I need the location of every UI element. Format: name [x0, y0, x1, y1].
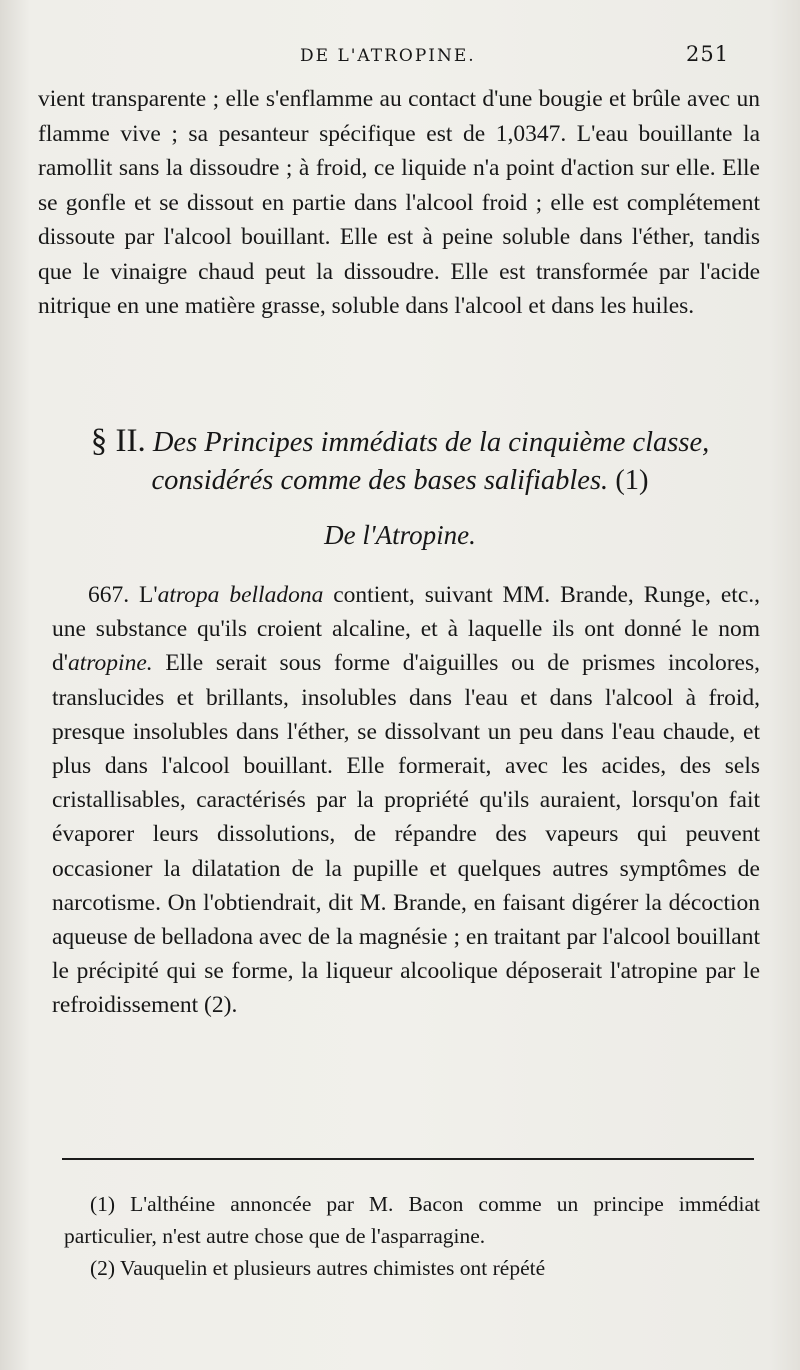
section-heading [40, 422, 760, 500]
section-title-line-1: Des Principes immédiats de la cinquième classe, [152, 427, 710, 458]
running-title: DE L'ATROPINE. [300, 46, 476, 66]
paragraph-667 [52, 578, 760, 1023]
continuation-paragraph [38, 82, 760, 324]
paragraph-text: vient transparente ; elle s'enflamme au contact d'une bougie et brûle avec un flamme vive ; sa pesanteur spécifique est de 1,0347. L'eau bouillante la ramollit sans la dissoudre ; à froid, ce liquide n'a point d'action sur elle. Elle se gonfle et se dissout en partie dans l'alcool froid ; elle est complétement dissoute par l'alcool bouillant. Elle est à peine soluble dans l'éther, tandis que le vinaigre chaud peut la dissoudre. Elle est transformée par l'acide nitrique en une matière grasse, soluble dans l'alcool et dans les huiles. [38, 86, 760, 319]
section-heading-line-1 [40, 422, 760, 462]
footnote-reference: (1) [615, 465, 649, 496]
italic-term-atropine: atropine. [67, 650, 153, 677]
paragraph-number: 667. [88, 582, 130, 608]
paragraph-text-b: Elle serait sous forme d'aiguilles ou de prismes incolores, translucides et brillants, insolubles dans l'eau et dans l'alcool à froid, presque insolubles dans l'éther, se dissolvant un peu dans l'eau chaude, et plus dans l'alcool bouillant. Elle formerait, avec les acides, des sels cristallisables, caractérisés par la propriété qu'ils auraient, lorsqu'on fait évaporer leurs dissolutions, de répandre des vapeurs qui peuvent occasioner la dilatation de la pupille et quelques autres symptômes de narcotisme. On l'obtiendrait, dit M. Brande, en faisant digérer la décoction aqueuse de belladona avec de la magnésie ; en traitant par l'alcool bouillant le précipité qui se forme, la liqueur alcoolique déposerait l'atropine par le refroidissement (2). [52, 650, 760, 1019]
section-number: § II. [90, 423, 146, 459]
footnote-2: (2) Vauquelin et plusieurs autres chimistes ont répété [90, 1256, 546, 1280]
paragraph-text-a: contient, suivant MM. Brande, Runge, etc., une substance qu'ils croient alcaline, et à laquelle ils ont donné le nom d' [52, 582, 760, 677]
footnote-1: (1) L'althéine annoncée par M. Bacon comme un principe immédiat particulier, n'est autre chose que de l'asparragine. [64, 1192, 760, 1248]
page-number: 251 [686, 42, 730, 66]
italic-term-atropa: atropa belladona [157, 582, 324, 608]
subheading: De l'Atropine. [324, 520, 476, 550]
paragraph-article: L' [139, 582, 158, 608]
page-header [0, 38, 800, 78]
section-title-line-2: considérés comme des bases salifiables. [151, 465, 609, 496]
footnotes [64, 1188, 760, 1284]
footnote-divider [62, 1158, 754, 1160]
section-heading-line-2 [40, 462, 760, 500]
